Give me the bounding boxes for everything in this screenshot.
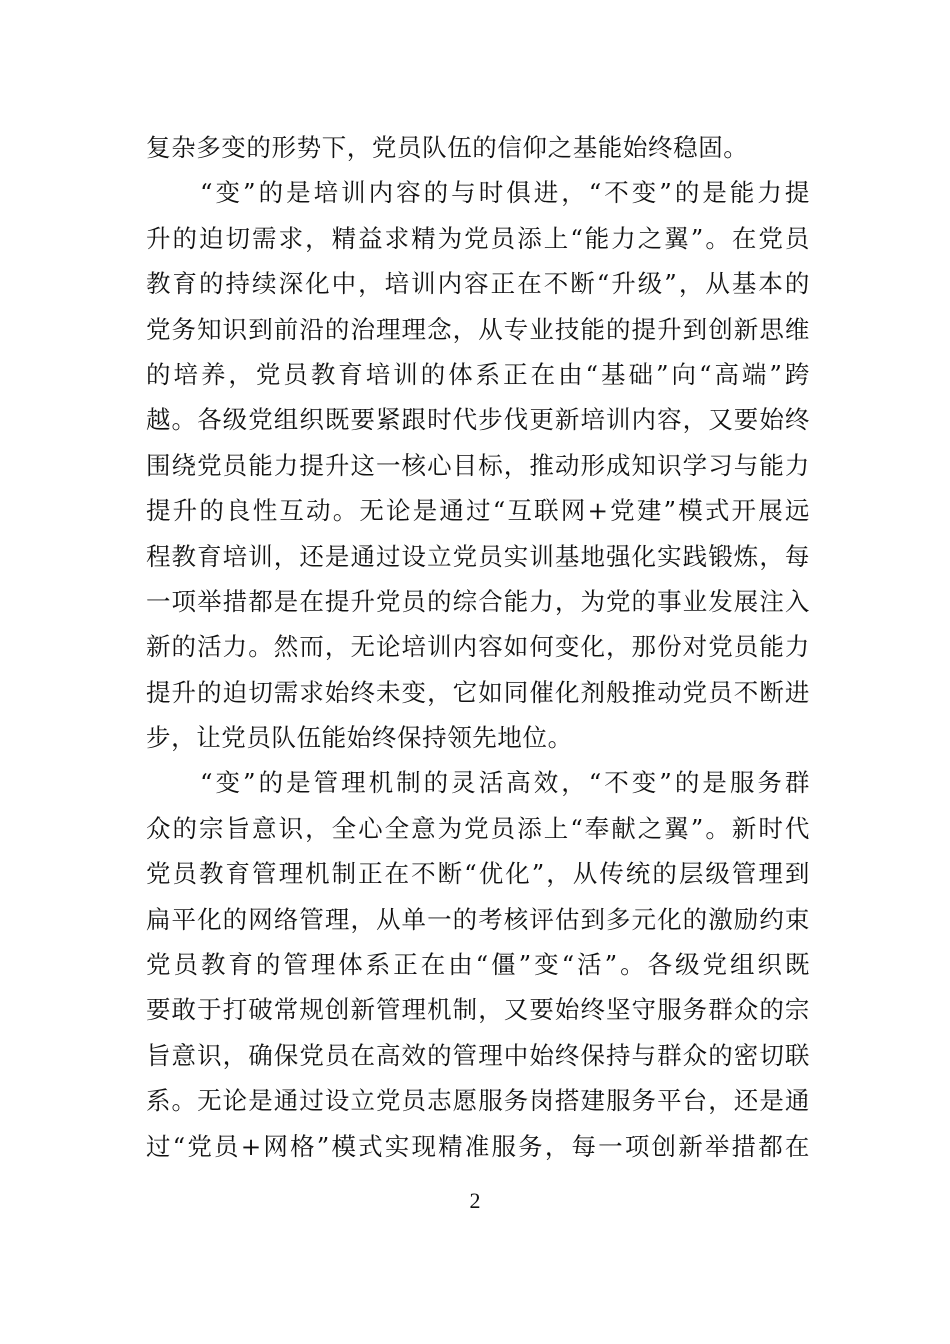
paragraph-3-line-8: 系。无论是通过设立党员志愿服务岗搭建服务平台，还是通 bbox=[146, 1086, 810, 1116]
paragraph-2-line-10: 一项举措都是在提升党员的综合能力，为党的事业发展注入 bbox=[146, 586, 810, 616]
paragraph-3-line-7: 旨意识，确保党员在高效的管理中始终保持与群众的密切联 bbox=[146, 1040, 810, 1070]
paragraph-2-line-3: 教育的持续深化中，培训内容正在不断“升级”，从基本的 bbox=[146, 269, 810, 299]
paragraph-2-line-2: 升的迫切需求，精益求精为党员添上“能力之翼”。在党员 bbox=[146, 223, 810, 253]
paragraph-3-line-9: 过“党员+网格”模式实现精准服务，每一项创新举措都在 bbox=[146, 1131, 810, 1161]
paragraph-3-line-6: 要敢于打破常规创新管理机制，又要始终坚守服务群众的宗 bbox=[146, 995, 810, 1025]
paragraph-3-line-5: 党员教育的管理体系正在由“僵”变“活”。各级党组织既 bbox=[146, 950, 810, 980]
paragraph-2-line-13: 步，让党员队伍能始终保持领先地位。 bbox=[146, 723, 573, 753]
paragraph-2-line-6: 越。各级党组织既要紧跟时代步伐更新培训内容，又要始终 bbox=[146, 405, 810, 435]
paragraph-3-line-2: 众的宗旨意识，全心全意为党员添上“奉献之翼”。新时代 bbox=[146, 813, 810, 843]
paragraph-2-line-1: “变”的是培训内容的与时俱进，“不变”的是能力提 bbox=[200, 178, 810, 208]
paragraph-1-line-1: 复杂多变的形势下，党员队伍的信仰之基能始终稳固。 bbox=[146, 133, 749, 162]
paragraph-2-line-7: 围绕党员能力提升这一核心目标，推动形成知识学习与能力 bbox=[146, 450, 810, 480]
paragraph-2-line-11: 新的活力。然而，无论培训内容如何变化，那份对党员能力 bbox=[146, 632, 810, 662]
paragraph-3-line-1: “变”的是管理机制的灵活高效，“不变”的是服务群 bbox=[200, 768, 810, 798]
body-text bbox=[146, 125, 810, 1169]
paragraph-2-line-8: 提升的良性互动。无论是通过“互联网+党建”模式开展远 bbox=[146, 496, 810, 526]
paragraph-3-line-3: 党员教育管理机制正在不断“优化”，从传统的层级管理到 bbox=[146, 859, 810, 889]
paragraph-3-line-4: 扁平化的网络管理，从单一的考核评估到多元化的激励约束 bbox=[146, 904, 810, 934]
page-number: 2 bbox=[469, 1188, 481, 1213]
paragraph-2-line-9: 程教育培训，还是通过设立党员实训基地强化实践锻炼，每 bbox=[146, 541, 810, 571]
paragraph-2-line-5: 的培养，党员教育培训的体系正在由“基础”向“高端”跨 bbox=[146, 359, 810, 389]
paragraph-2-line-4: 党务知识到前沿的治理理念，从专业技能的提升到创新思维 bbox=[146, 314, 810, 344]
paragraph-2-line-12: 提升的迫切需求始终未变，它如同催化剂般推动党员不断进 bbox=[146, 677, 810, 707]
